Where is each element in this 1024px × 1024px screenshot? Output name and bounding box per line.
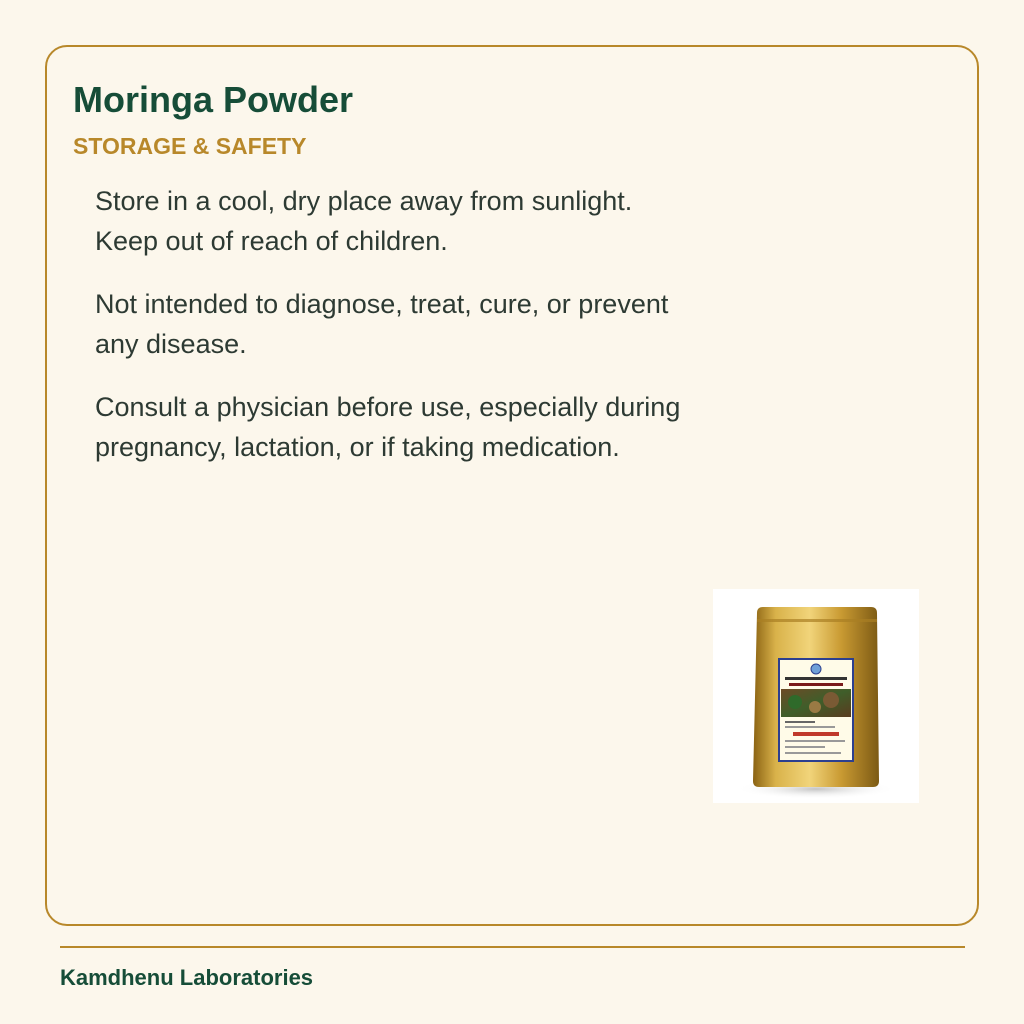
consult-paragraph: Consult a physician before use, especially during pregnancy, lactation, or if taking medication.: [95, 392, 681, 462]
storage-safety-card: [45, 45, 979, 926]
footer-brand: Kamdhenu Laboratories: [60, 965, 314, 990]
product-pouch-image: [713, 589, 919, 803]
card-content: [95, 181, 695, 490]
storage-paragraph: Store in a cool, dry place away from sunlight. Keep out of reach of children.: [95, 186, 633, 256]
footer-divider: [60, 946, 965, 948]
section-heading: STORAGE & SAFETY: [73, 133, 307, 159]
product-title: Moringa Powder: [73, 79, 354, 120]
disclaimer-paragraph: Not intended to diagnose, treat, cure, or prevent any disease.: [95, 289, 669, 359]
